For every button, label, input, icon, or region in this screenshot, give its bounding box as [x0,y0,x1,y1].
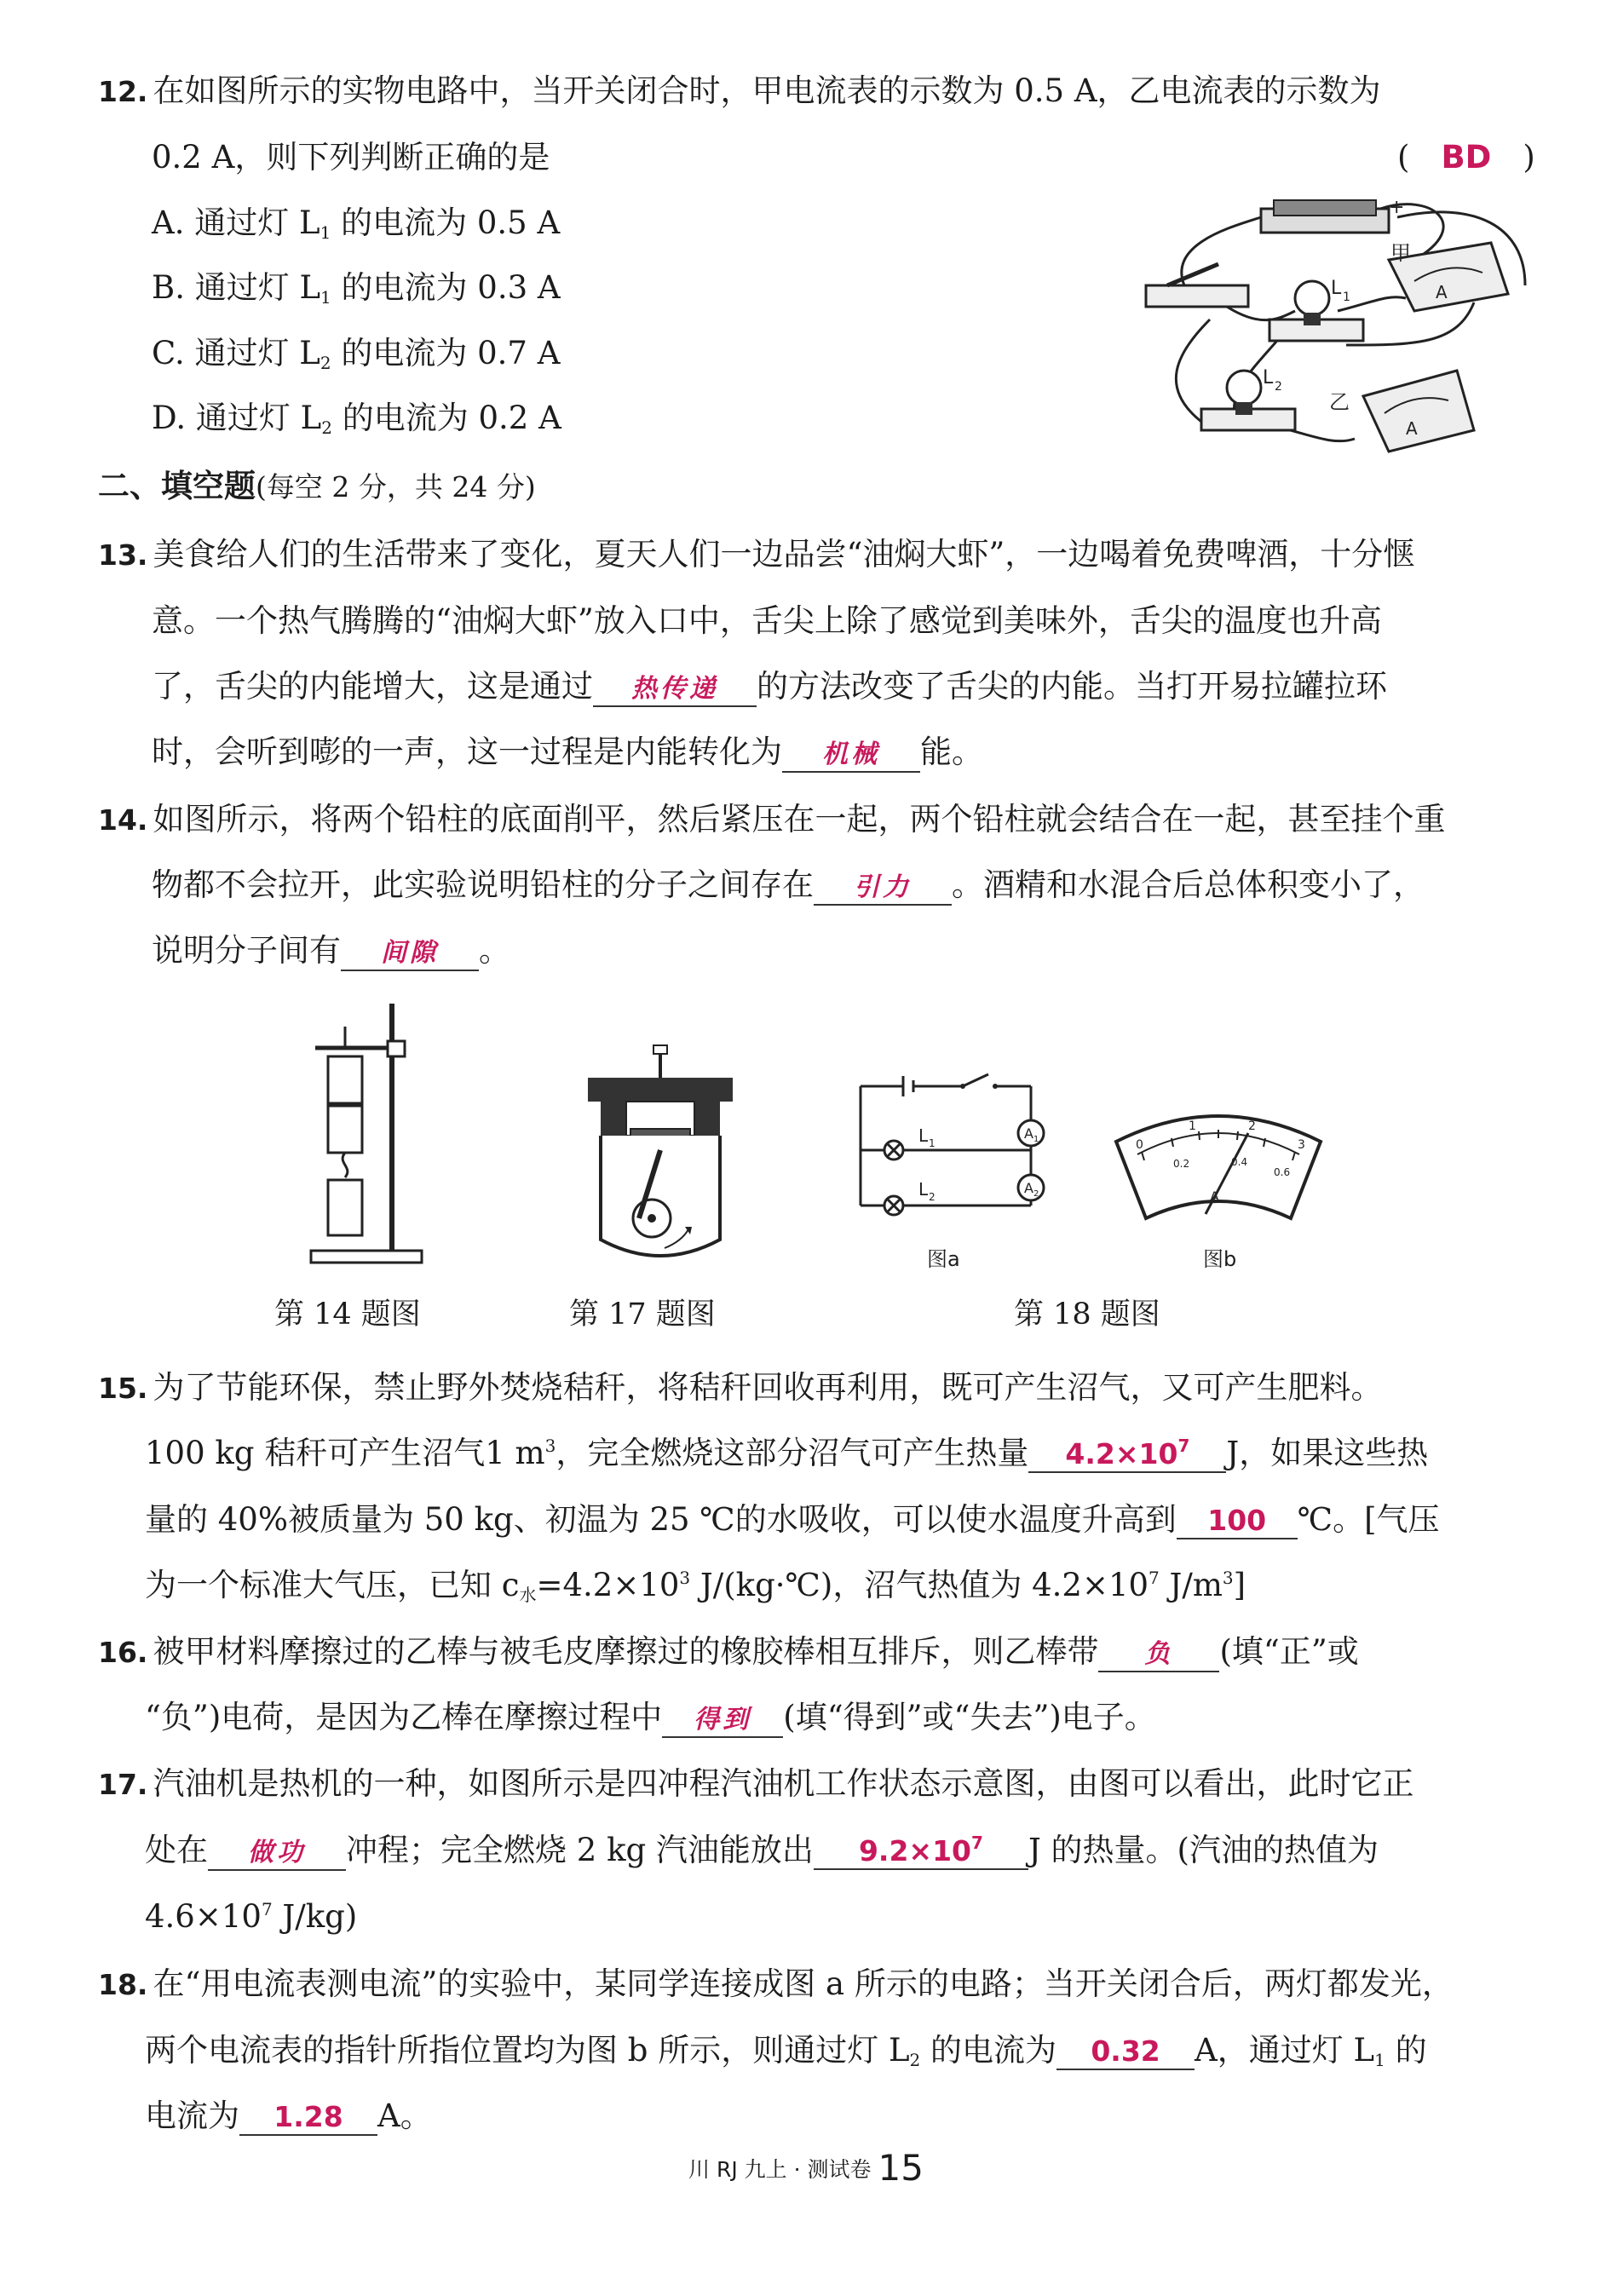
q17-line1: 17. 汽油机是热机的一种，如图所示是四冲程汽油机工作状态示意图，由图可以看出，此时它正 [98,1765,1414,1802]
svg-text:A: A [1406,418,1418,439]
q16-answer2: 得到 [662,1707,783,1738]
svg-text:乙: 乙 [1329,390,1350,414]
svg-text:甲: 甲 [1390,241,1411,265]
q12-stem2: 0.2 A，则下列判断正确的是 [152,139,550,176]
svg-text:1: 1 [1033,1135,1039,1144]
q17-answer2: $9.2\times 10^7$ [814,1834,1028,1870]
q12-circuit-figure [1133,192,1534,464]
q12-option-d: D. 通过灯 $L_2$ 的电流为 0.2 A [152,400,561,438]
fig18a-label: 图a [927,1247,960,1271]
q12-stem-line1 [98,72,1381,109]
svg-text:+: + [1389,197,1405,218]
lamp-l1 [1269,278,1363,341]
fig18b-label: 图b [1203,1247,1237,1271]
svg-text:L: L [1263,367,1274,388]
q12-number: 12. [98,75,148,108]
q16-answer1: 负 [1098,1642,1219,1672]
svg-text:1: 1 [929,1137,936,1149]
svg-text:L: L [918,1125,929,1146]
svg-text:A: A [1024,1125,1033,1142]
footer-text: 川 RJ 九上 · 测试卷 [688,2157,872,2182]
fig14-caption: 第 14 题图 [274,1298,421,1332]
svg-text:2: 2 [1275,380,1282,394]
q17-answer1: 做功 [208,1840,346,1871]
svg-text:L: L [918,1179,929,1200]
fig14-lead-cylinders [281,997,435,1269]
svg-text:A: A [1024,1180,1033,1196]
svg-text:A: A [1210,1188,1219,1205]
q15-answer1: $4.2\times 10^7$ [1028,1437,1226,1473]
q13-line3: 了，舌尖的内能增大，这是通过 热传递 的方法改变了舌尖的内能。当打开易拉罐拉环 [152,670,1387,707]
q13-answer1: 热传递 [593,676,757,707]
q14-answer2: 间隙 [341,941,479,971]
q14-line2: 物都不会拉开，此实验说明铅柱的分子之间存在 引力 。酒精和水混合后总体积变小了， [152,869,1425,906]
q14-line1: 14. 如图所示，将两个铅柱的底面削平，然后紧压在一起，两个铅柱就会结合在一起，甚至挂个重 [98,801,1446,837]
battery-box [1261,197,1404,233]
q12-answer: BD [1441,139,1492,176]
q12-answer-bracket: ( BD ) [1397,139,1535,176]
svg-text:3: 3 [1298,1138,1305,1152]
q17-line3: $4.6\times 10^7$ J/kg) [145,1898,358,1935]
svg-text:1: 1 [1189,1119,1196,1133]
svg-text:A: A [1436,282,1448,302]
q18-line3: 电流为 1.28 A。 [145,2097,432,2134]
q13-answer2: 机械 [782,742,920,773]
q17-line2: 处在 做功 冲程；完全燃烧 2 kg 汽油能放出 $9.2\times 10^7$ J 的热量。(汽油的热值为 [145,1834,1379,1871]
svg-text:0: 0 [1136,1138,1143,1152]
svg-text:0.2: 0.2 [1173,1158,1190,1170]
fig17-caption: 第 17 题图 [569,1298,716,1332]
q18-line1: 18. 在“用电流表测电流”的实验中，某同学连接成图 a 所示的电路；当开关闭合后，两灯都发光， [98,1965,1454,2002]
q15-line2: 100 kg 秸秆可产生沼气1 $m^3$，完全燃烧这部分沼气可产生热量 $4.2\times 10^7$ J，如果这些热 [145,1435,1429,1471]
q15-line3: 量的 40%被质量为 50 kg、初温为 25 ℃的水吸收，可以使水温度升高到 100 ℃。[气压 [145,1501,1440,1538]
q13-line4: 时，会听到嘭的一声，这一过程是内能转化为 机械 能。 [152,736,983,773]
q16-line1: 16. 被甲材料摩擦过的乙棒与被毛皮摩擦过的橡胶棒相互排斥，则乙棒带 负 (填“正”或 [98,1636,1359,1672]
q13-line2: 意。一个热气腾腾的“油焖大虾”放入口中，舌尖上除了感觉到美味外，舌尖的温度也升高 [152,602,1382,639]
page-footer [0,2147,1612,2189]
q14-line3: 说明分子间有 间隙 。 [152,935,510,971]
q14-answer1: 引力 [814,875,952,906]
svg-text:1: 1 [1343,291,1350,304]
svg-text:2: 2 [1033,1189,1039,1199]
q18-line2: 两个电流表的指针所指位置均为图 b 所示，则通过灯 $L_2$ 的电流为 0.32 A，通过灯 $L_1$ 的 [145,2032,1427,2070]
lamp-l2 [1201,367,1295,430]
svg-text:2: 2 [1248,1119,1256,1133]
svg-text:L: L [1331,278,1342,299]
q12-option-a: A. 通过灯 $L_1$ 的电流为 0.5 A [152,204,561,243]
fig18-caption: 第 18 题图 [1014,1298,1160,1332]
page-number: 15 [878,2147,924,2189]
q13-line1: 13. 美食给人们的生活带来了变化，夏天人们一边品尝“油焖大虾”，一边喝着免费啤酒，十分惬 [98,536,1415,573]
q15-line1: 15. 为了节能环保，禁止野外焚烧秸秆，将秸秆回收再利用，既可产生沼气，又可产生肥料。 [98,1369,1383,1406]
q12-option-b: B. 通过灯 $L_1$ 的电流为 0.3 A [152,269,561,308]
q12-option-c: C. 通过灯 $L_2$ 的电流为 0.7 A [152,335,561,373]
fig17-engine [579,1044,741,1269]
q15-line4: 为一个标准大气压，已知 $c_水=4.2\times 10^3$ J/(kg·℃)，沼气热值为 $4.2\times 10^7$ $J/m^3$] [145,1567,1246,1605]
q16-line2: “负”)电荷，是因为乙棒在摩擦过程中 得到 (填“得到”或“失去”)电子。 [145,1701,1156,1738]
switch [1146,264,1248,307]
q12-stem1: 在如图所示的实物电路中，当开关闭合时，甲电流表的示数为 0.5 A，乙电流表的示数为 [153,72,1381,109]
q18-answer1: 0.32 [1056,2037,1195,2070]
ammeter-jia [1389,241,1508,311]
svg-text:2: 2 [929,1191,936,1203]
svg-text:0.6: 0.6 [1274,1166,1291,1178]
q18-answer2: 1.28 [239,2103,377,2136]
svg-text:0.4: 0.4 [1231,1156,1248,1168]
fig18b-dial [1103,1108,1333,1227]
fig18a-circuit [852,1069,1048,1240]
q15-answer2: 100 [1177,1506,1298,1539]
section2-heading: 二、填空题(每空 2 分，共 24 分) [98,468,536,504]
